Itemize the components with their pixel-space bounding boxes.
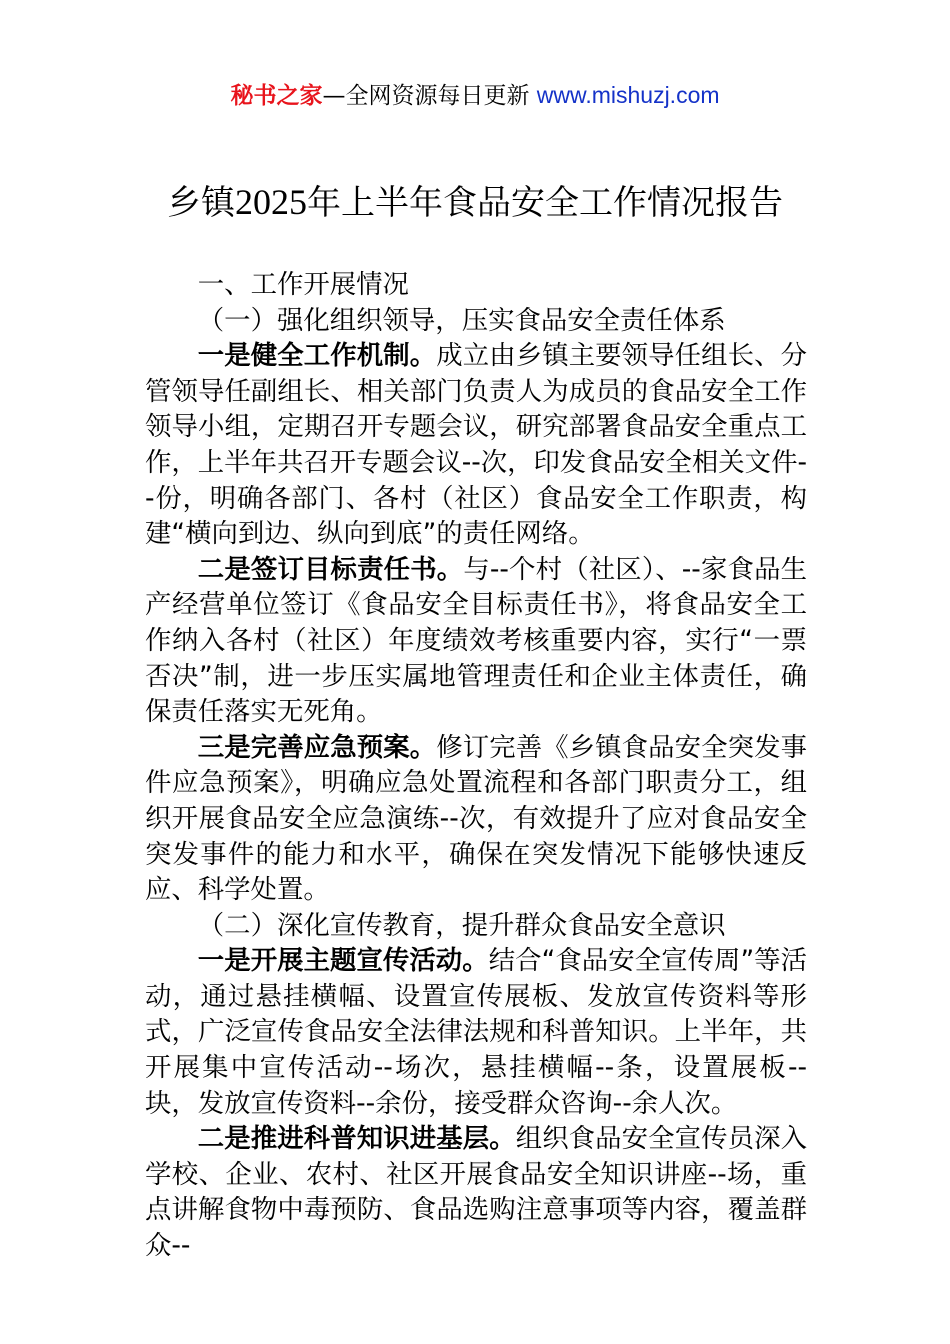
paragraph-2 bbox=[145, 552, 807, 730]
paragraph-3-text: 修订完善《乡镇食品安全突发事件应急预案》，明确应急处置流程和各部门职责分工，组织开展食品安全应急演练--次，有效提升了应对食品安全突发事件的能力和水平，确保在突发情况下能够快速反应、科学处置。 bbox=[145, 731, 808, 906]
paragraph-5-lead: 二是推进科普知识进基层。 bbox=[197, 1123, 516, 1155]
section-heading-1: 一、工作开展情况 bbox=[197, 269, 409, 300]
site-header bbox=[0, 78, 950, 113]
paragraph-1-text: 成立由乡镇主要领导任组长、分管领导任副组长、相关部门负责人为成员的食品安全工作领导小组，定期召开专题会议，研究部署食品安全重点工作，上半年共召开专题会议--次，印发食品安全相关文件--份，明确各部门、各村（社区）食品安全工作职责，构建“横向到边、纵向到底”的责任网络。 bbox=[145, 340, 808, 550]
title-year: 2025 bbox=[235, 182, 307, 222]
title-prefix: 乡镇 bbox=[167, 183, 235, 223]
title-suffix: 年上半年食品安全工作情况报告 bbox=[307, 183, 783, 223]
subsection-heading-2: （二）深化宣传教育，提升群众食品安全意识 bbox=[197, 909, 726, 941]
paragraph-1 bbox=[145, 338, 807, 552]
document-title bbox=[0, 178, 950, 227]
paragraph-3-lead: 三是完善应急预案。 bbox=[197, 731, 437, 763]
site-brand: 秘书之家 bbox=[230, 83, 323, 109]
paragraph-4-lead: 一是开展主题宣传活动。 bbox=[197, 945, 489, 977]
document-body bbox=[145, 267, 807, 1264]
paragraph-4-text: 结合“食品安全宣传周”等活动，通过悬挂横幅、设置宣传展板、发放宣传资料等形式，广泛宣传食品安全法律法规和科普知识。上半年，共开展集中宣传活动--场次，悬挂横幅--条，设置展板--块，发放宣传资料--余份，接受群众咨询--余人次。 bbox=[145, 945, 808, 1119]
site-tagline: —全网资源每日更新 bbox=[322, 83, 537, 109]
paragraph-5 bbox=[145, 1121, 807, 1263]
paragraph-2-text: 与--个村（社区）、--家食品生产经营单位签订《食品安全目标责任书》，将食品安全工作纳入各村（社区）年度绩效考核重要内容，实行“一票否决”制，进一步压实属地管理责任和企业主体责任，确保责任落实无死角。 bbox=[145, 553, 808, 728]
paragraph-2-lead: 二是签订目标责任书。 bbox=[197, 553, 464, 585]
site-url-link[interactable]: www.mishuzj.com bbox=[536, 82, 720, 108]
paragraph-4 bbox=[145, 943, 807, 1121]
subsection-heading-1: （一）强化组织领导，压实食品安全责任体系 bbox=[197, 304, 726, 336]
paragraph-1-lead: 一是健全工作机制。 bbox=[197, 340, 437, 372]
paragraph-5-text: 组织食品安全宣传员深入学校、企业、农村、社区开展食品安全知识讲座--场，重点讲解食物中毒预防、食品选购注意事项等内容，覆盖群众-- bbox=[145, 1123, 808, 1262]
paragraph-3 bbox=[145, 730, 807, 908]
